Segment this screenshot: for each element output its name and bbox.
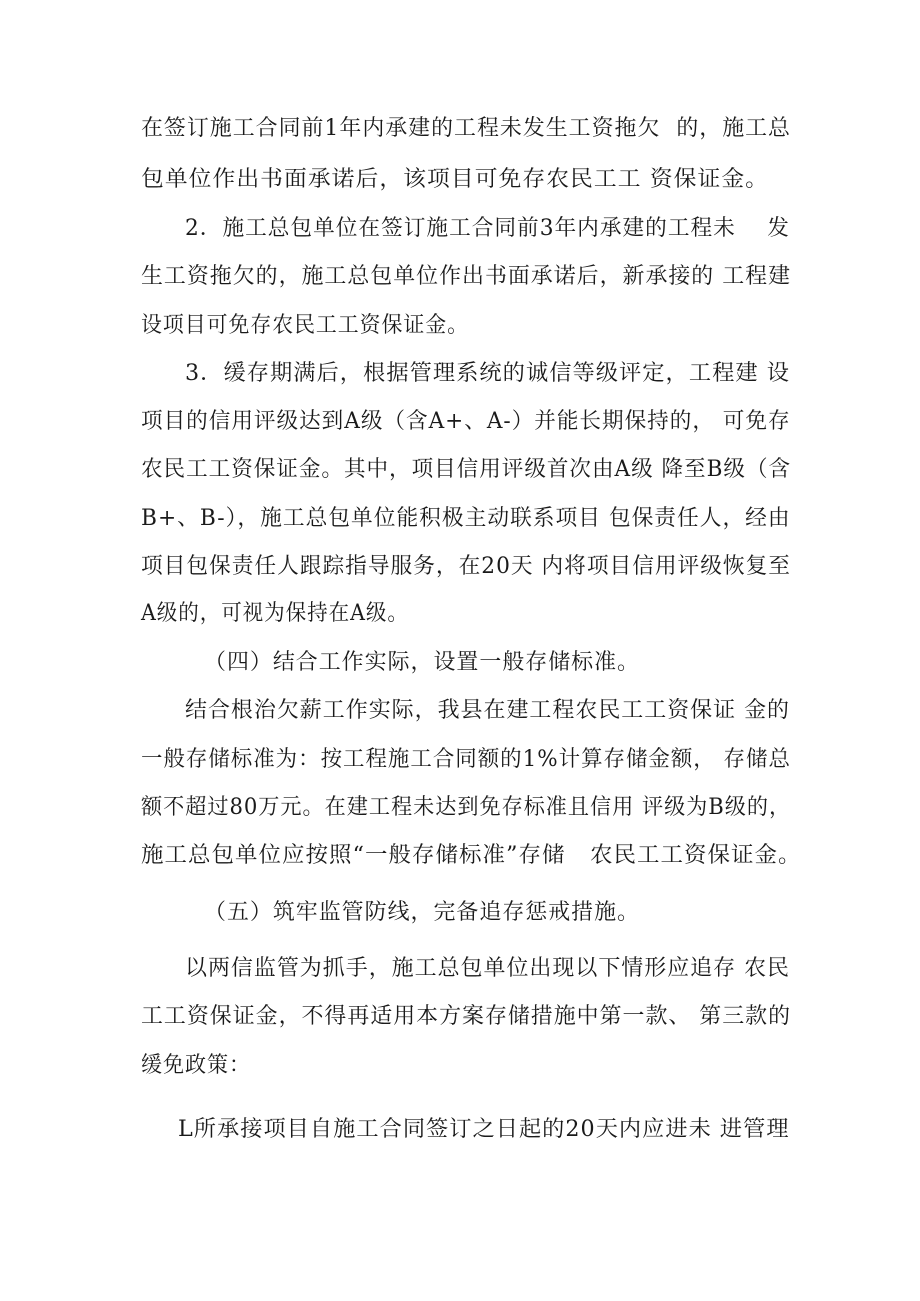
text-line: B+、B-），施工总包单位能积极主动联系项目 包保责任人，经由 <box>141 506 791 531</box>
text-line: 结合根治欠薪工作实际，我县在建工程农民工工资保证 金的 <box>185 698 790 723</box>
text-line: 2．施工总包单位在签订施工合同前3年内承建的工程未 发 <box>185 216 790 241</box>
text-line: L所承接项目自施工合同签订之日起的20天内应进未 进管理 <box>178 1117 790 1142</box>
text-line: 生工资拖欠的，施工总包单位作出书面承诺后，新承接的 工程建 <box>141 264 791 289</box>
text-line: 以两信监管为抓手，施工总包单位出现以下情形应追存 农民 <box>185 956 790 981</box>
section-heading: （四）结合工作实际，设置一般存储标准。 <box>204 650 641 675</box>
text-line: 包单位作出书面承诺后，该项目可免存农民工工 资保证金。 <box>141 167 769 192</box>
text-line: 额不超过80万元。在建工程未达到免存标准且信用 评级为B级的， <box>141 795 792 820</box>
text-line: 3．缓存期满后，根据管理系统的诚信等级评定，工程建 设 <box>185 361 790 386</box>
text-line: A级的，可视为保持在A级。 <box>141 601 409 626</box>
text-line: 工工资保证金，不得再适用本方案存储措施中第一款、 第三款的 <box>141 1004 791 1029</box>
text-line: 项目的信用评级达到A级（含A+、A-）并能长期保持的， 可免存 <box>141 409 791 434</box>
section-heading: （五）筑牢监管防线，完备追存惩戒措施。 <box>204 900 641 925</box>
text-line: 施工总包单位应按照“一般存储标准”存储 农民工工资保证金。 <box>141 843 802 868</box>
text-line: 农民工工资保证金。其中，项目信用评级首次由A级 降至B级（含 <box>141 457 792 482</box>
text-line: 一般存储标准为：按工程施工合同额的1%计算存储金额， 存储总 <box>141 747 791 772</box>
text-line: 设项目可免存农民工工资保证金。 <box>141 313 470 338</box>
text-line: 在签订施工合同前1年内承建的工程未发生工资拖欠 的，施工总 <box>141 116 791 141</box>
text-line: 缓免政策： <box>141 1053 252 1078</box>
text-line: 项目包保责任人跟踪指导服务，在20天 内将项目信用评级恢复至 <box>141 554 791 579</box>
